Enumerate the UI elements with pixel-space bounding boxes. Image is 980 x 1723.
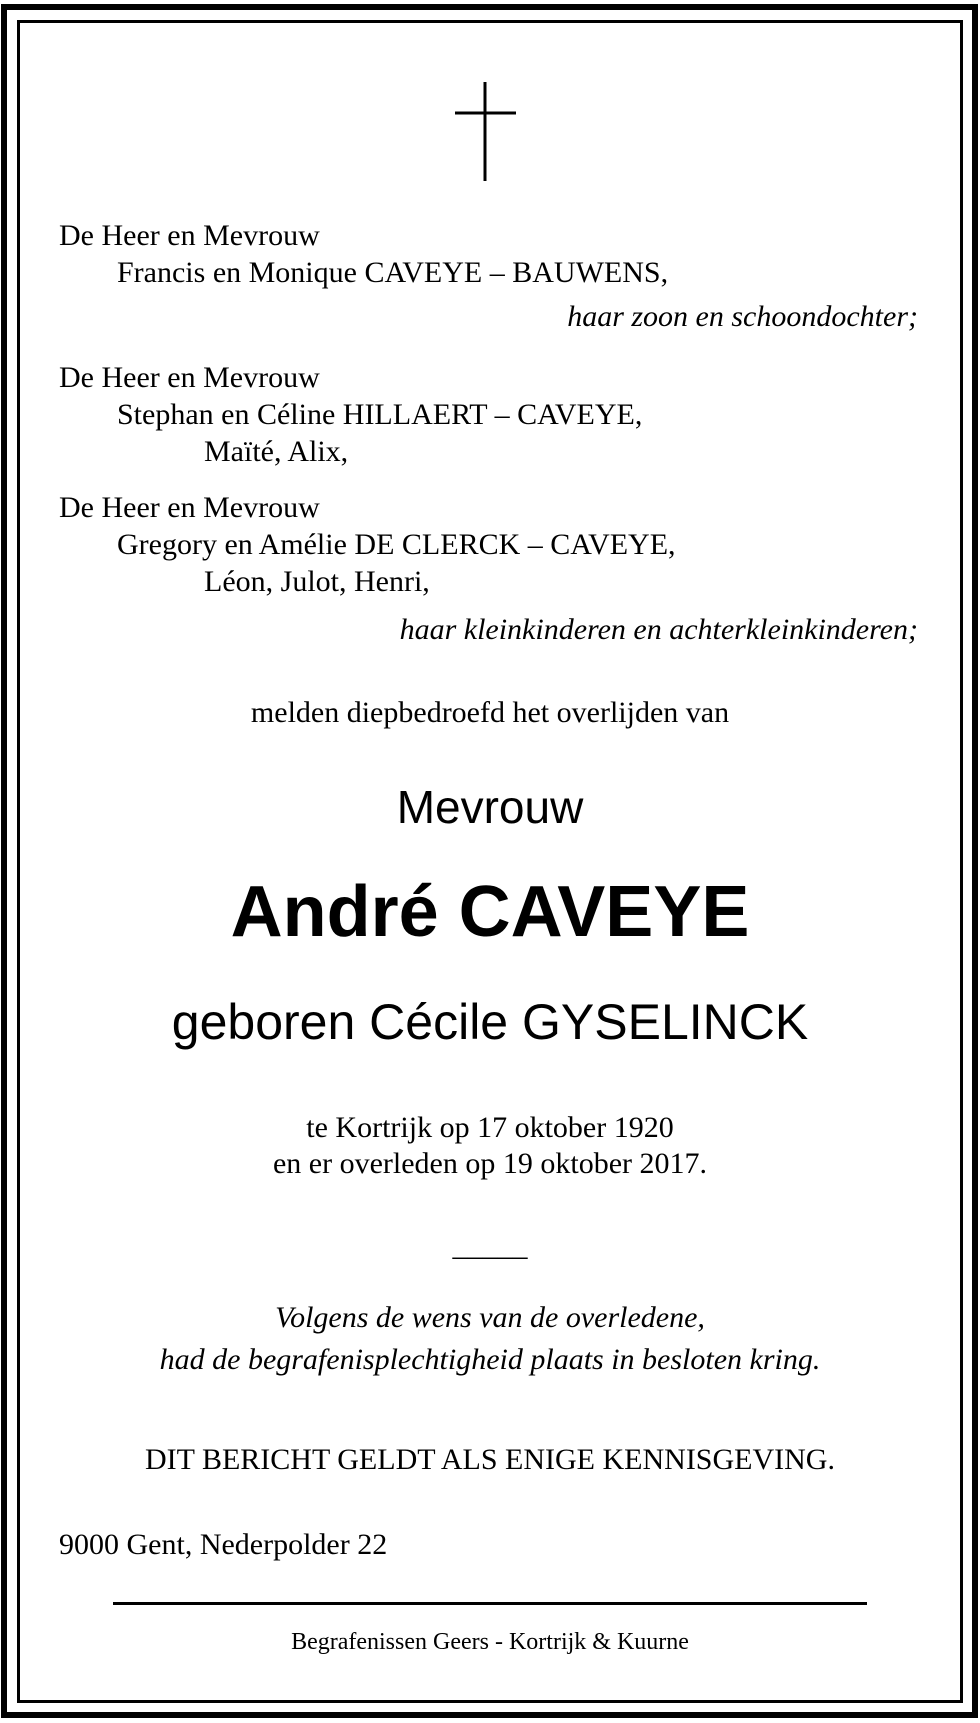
cross-icon bbox=[0, 0, 980, 200]
family-3-couple: Gregory en Amélie DE CLERCK – CAVEYE, bbox=[117, 528, 676, 561]
family-2-title: De Heer en Mevrouw bbox=[59, 361, 320, 394]
death-line: en er overleden op 19 oktober 2017. bbox=[272, 1147, 708, 1180]
announcement-text: melden diepbedroefd het overlijden van bbox=[250, 696, 730, 729]
deceased-born-name: geboren Cécile GYSELINCK bbox=[171, 994, 809, 1050]
family-1-couple: Francis en Monique CAVEYE – BAUWENS, bbox=[117, 256, 669, 289]
family-1-title: De Heer en Mevrouw bbox=[59, 219, 320, 252]
deceased-honorific: Mevrouw bbox=[396, 781, 584, 833]
footer-rule bbox=[113, 1602, 867, 1605]
wish-line-2: had de begrafenisplechtigheid plaats in besloten kring. bbox=[159, 1343, 821, 1376]
funeral-home-text: Begrafenissen Geers - Kortrijk & Kuurne bbox=[291, 1629, 689, 1655]
address-text: 9000 Gent, Nederpolder 22 bbox=[59, 1528, 388, 1561]
notice-text: DIT BERICHT GELDT ALS ENIGE KENNISGEVING. bbox=[145, 1443, 835, 1476]
wish-line-1: Volgens de wens van de overledene, bbox=[275, 1301, 705, 1334]
separator-line: _____ bbox=[452, 1229, 528, 1262]
deceased-name: André CAVEYE bbox=[230, 872, 750, 952]
family-2-couple: Stephan en Céline HILLAERT – CAVEYE, bbox=[117, 398, 643, 431]
family-3-children: Léon, Julot, Henri, bbox=[204, 565, 430, 598]
family-2-children: Maïté, Alix, bbox=[204, 435, 349, 468]
family-3-title: De Heer en Mevrouw bbox=[59, 491, 320, 524]
family-3-relation: haar kleinkinderen en achterkleinkinderen; bbox=[399, 613, 918, 646]
family-1-relation: haar zoon en schoondochter; bbox=[567, 300, 918, 333]
birth-line: te Kortrijk op 17 oktober 1920 bbox=[306, 1111, 674, 1144]
